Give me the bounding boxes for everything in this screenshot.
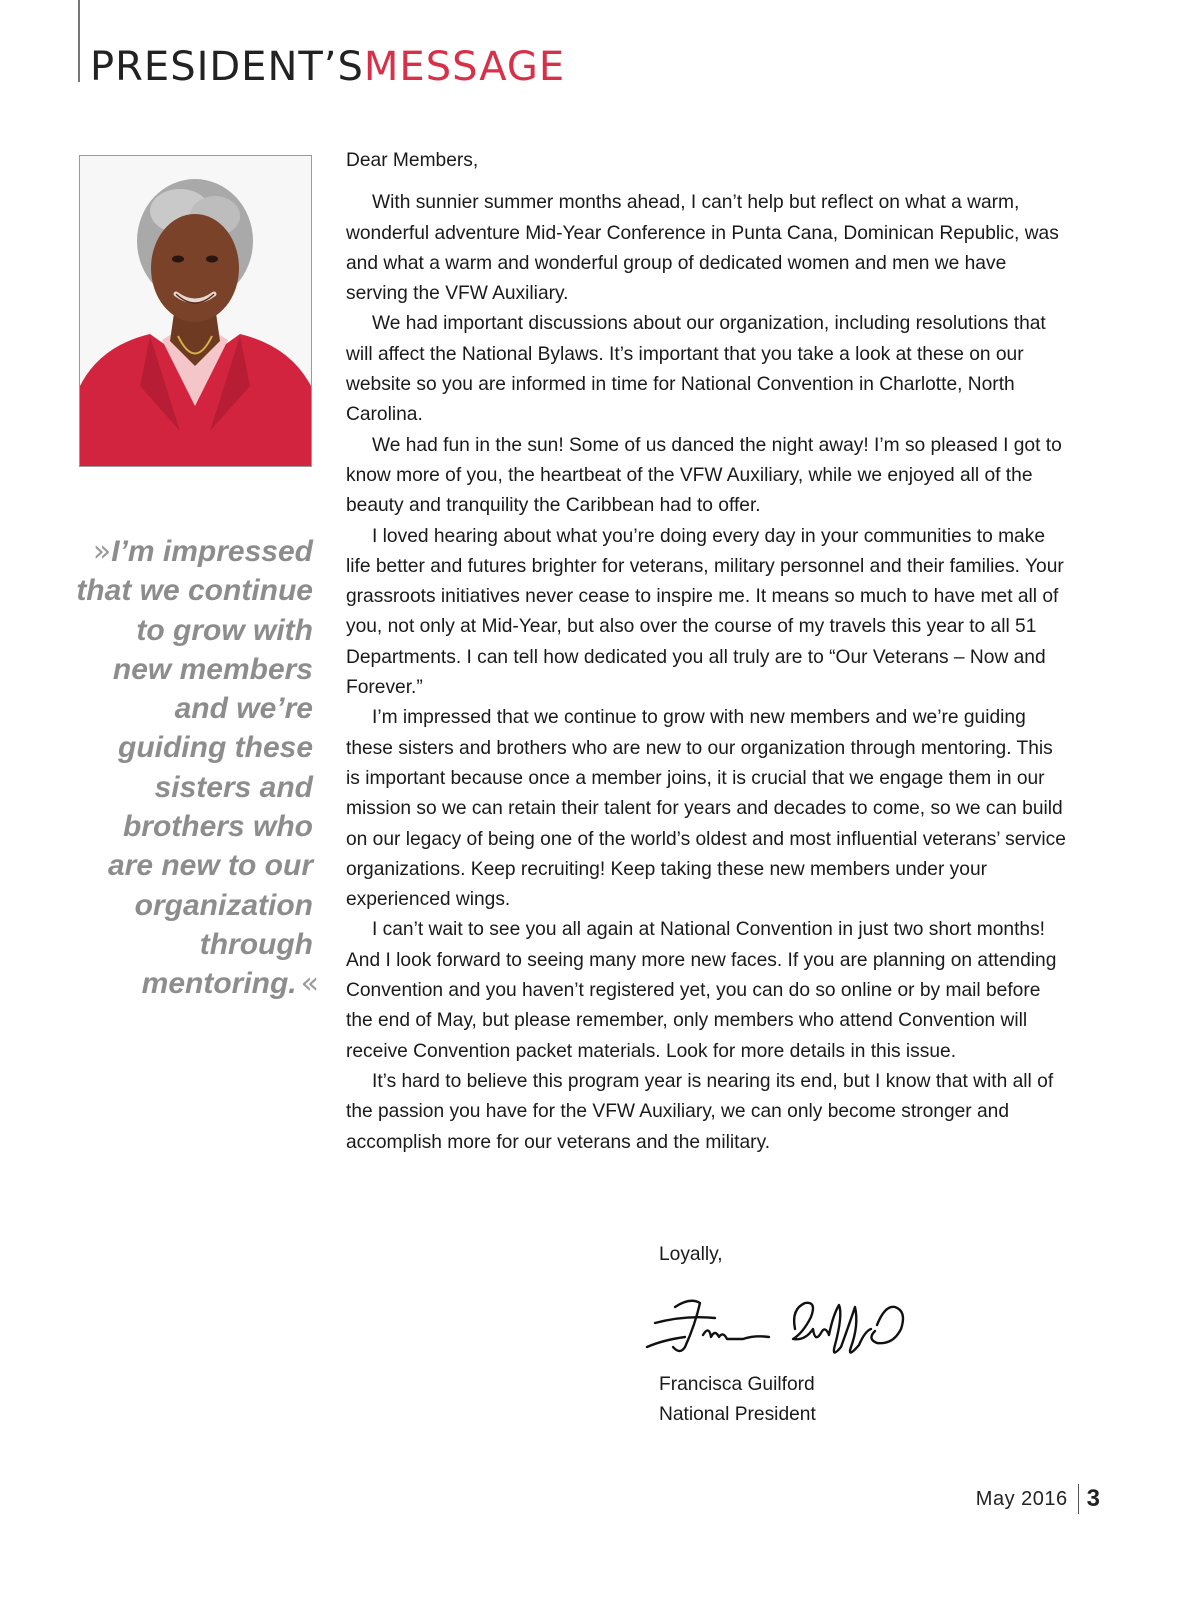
signer-block xyxy=(659,1370,1059,1430)
footer-divider xyxy=(1078,1484,1079,1514)
signer-name: Francisca Guilford xyxy=(659,1374,815,1395)
pull-quote-line: through xyxy=(199,927,313,961)
pull-quote-line: to grow with xyxy=(136,613,313,647)
page-title-part2: MESSAGE xyxy=(363,44,566,90)
header-rule xyxy=(78,0,80,82)
signer-title: National President xyxy=(659,1404,816,1425)
letter-paragraph: We had important discussions about our organization, including resolutions that will affect the National Bylaws. It’s important that you take a look at these on our website so you are informed in time for National Convention in Charlotte, North Carolina. xyxy=(346,313,1046,426)
salutation: Dear Members, xyxy=(346,150,479,171)
page-footer xyxy=(976,1481,1100,1517)
letter-paragraph: I loved hearing about what you’re doing every day in your communities to make life better and futures brighter for veterans, military personnel and their families. Your grassroots initiatives never cease to inspire me. It means so much to have met all of you, not only at Mid-Year, but also over the course of my travels this year to all 51 Departments. I can tell how dedicated you all truly are to “Our Veterans – Now and Forever.” xyxy=(346,525,1064,699)
open-quote-mark: » xyxy=(92,534,106,569)
pull-quote xyxy=(60,532,313,1004)
letter-paragraph: We had fun in the sun! Some of us danced the night away! I’m so pleased I got to know more of you, the heartbeat of the VFW Auxiliary, while we enjoyed all of the beauty and tranquility the Caribbean had to offer. xyxy=(346,434,1062,517)
page-number: 3 xyxy=(1086,1485,1100,1512)
closing: Loyally, xyxy=(659,1244,723,1265)
pull-quote-line: guiding these xyxy=(118,731,313,765)
pull-quote-line: and we’re xyxy=(174,692,313,726)
issue-date: May 2016 xyxy=(975,1487,1068,1510)
pull-quote-line: mentoring. xyxy=(141,967,297,1001)
pull-quote-line: are new to our xyxy=(107,849,313,883)
letter-paragraph: With sunnier summer months ahead, I can’t help but reflect on what a warm, wonderful adventure Mid-Year Conference in Punta Cana, Dominican Republic, was and what a warm and wonderful group of dedicated women and men we have serving the VFW Auxiliary. xyxy=(346,192,1059,305)
letter-paragraph: It’s hard to believe this program year is nearing its end, but I know that with all of the passion you have for the VFW Auxiliary, we can only become stronger and accomplish more for our veterans and the military. xyxy=(346,1070,1054,1153)
pull-quote-line: new members xyxy=(112,652,313,686)
pull-quote-line: organization xyxy=(134,888,313,922)
letter-paragraph: I’m impressed that we continue to grow with new members and we’re guiding these sisters and brothers who are new to our organization through mentoring. This is important because once a member joins, it is crucial that we engage them in our mission so we can retain their talent for years and decades to come, so we can build on our legacy of being one of the world’s oldest and most influential veterans’ service organizations. Keep recruiting! Keep taking these new members under your experienced wings. xyxy=(346,707,1066,911)
close-quote-mark: « xyxy=(300,966,313,1002)
letter-paragraph: I can’t wait to see you all again at National Convention in just two short months! And I look forward to seeing many more new faces. If you are planning on attending Convention and you haven’t registered yet, you can do so online or by mail before the end of May, but please remember, only members who attend Convention will receive Convention packet materials. Look for more details in this issue. xyxy=(346,919,1057,1062)
pull-quote-line: sisters and xyxy=(154,770,313,804)
letter-body xyxy=(346,146,1066,1158)
pull-quote-line: I’m impressed xyxy=(111,535,313,568)
pull-quote-line: that we continue xyxy=(76,574,313,608)
president-photo xyxy=(79,155,312,467)
pull-quote-line: brothers who xyxy=(122,810,313,844)
handwritten-signature xyxy=(645,1285,920,1365)
portrait-image xyxy=(80,156,311,466)
page-title-part1: PRESIDENT’S xyxy=(90,44,364,90)
page-title xyxy=(90,42,565,92)
